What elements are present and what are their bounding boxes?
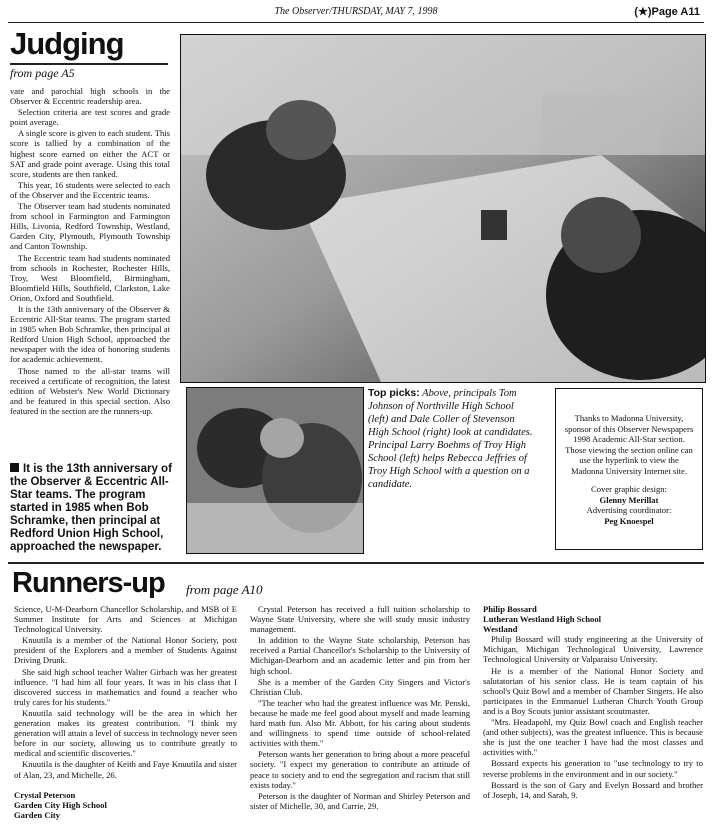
runners-paragraph: She is a member of the Garden City Singers and Victor's Christian Club. <box>250 676 470 697</box>
runners-col-3 <box>483 604 703 801</box>
runners-paragraph: Knuutila is a member of the National Honor Society, post president of the Explorers and a member of Students Against Driving Drunk. <box>14 635 237 666</box>
runners-paragraph: Bossard is the son of Gary and Evelyn Bossard and brother of Joseph, 14, and Sarah, 9. <box>483 779 703 800</box>
runners-paragraph: Crystal Peterson has received a full tuition scholarship to Wayne State University, where she will study music industry management. <box>250 604 470 635</box>
pull-quote-text: It is the 13th anniversary of the Observer & Eccentric All-Star teams. The program started in 1985 when Bob Schramke, then principal at Redford Union High School, approached the newspaper. <box>10 463 172 553</box>
section-divider <box>8 562 704 564</box>
design-name: Glenny Merillat <box>599 494 659 505</box>
judging-paragraph: vate and parochial high schools in the Observer & Eccentric readership area. <box>10 86 170 107</box>
student-name: Philip Bossard <box>483 604 537 614</box>
photo-caption <box>368 387 536 491</box>
runners-jump-line: from page A10 <box>186 582 263 597</box>
runners-paragraph: "Mrs. Headapohl, my Quiz Bowl coach and English teacher (and other subjects), was the greatest influence. This is because she is just the one teacher I have had the most classes and activities with." <box>483 717 703 758</box>
principals-photo <box>180 34 706 383</box>
runners-paragraph: Peterson wants her generation to bring about a more peaceful society. "I expect my generation to contribute an attitude of peace to society and to end the segregation and racism that still exists today." <box>250 749 470 790</box>
runners-paragraph: Knuutila is the daughter of Keith and Faye Knuutila and sister of Alan, 23, and Michelle, 26. <box>14 759 237 780</box>
judging-headline: Judging <box>10 26 124 61</box>
caption-lead: Top picks: <box>368 387 420 399</box>
runners-paragraph: Knuutila said technology will be the area in which her generation makes its greatest contribution. "I think my generation will attain a level of success in technology never seen before in our society, allowing us to contribute greatly to medical and scientific discoveries." <box>14 707 237 759</box>
design-label: Cover graphic design: <box>591 484 667 494</box>
judging-rule <box>10 63 168 65</box>
judging-paragraph: This year, 16 students were selected to each of the Observer and the Eccentric teams. <box>10 179 170 200</box>
masthead-rule <box>8 22 704 23</box>
runners-col-1 <box>14 604 237 820</box>
runners-paragraph: Philip Bossard will study engineering at the University of Michigan, Michigan Technological University, Lawrence Technological University or Valparaiso University. <box>483 634 703 665</box>
principals-photo-image <box>181 35 705 382</box>
pull-quote <box>10 463 172 554</box>
judging-paragraph: Those named to the all-star teams will received a certificate of recognition, the latest edition of Webster's New World Dictionary and be featured in this special section. Also featured in the section are the runners-up. <box>10 365 170 416</box>
student-name: Crystal Peterson <box>14 789 76 800</box>
student-city: Garden City <box>14 809 61 820</box>
helper-photo <box>186 387 364 554</box>
judging-jump-line: from page A5 <box>10 66 75 80</box>
judging-paragraph: The Observer team had students nominated from school in Farmington and Farmington Hills, Livonia, Redford Township, Westland, Garden City, Plymouth, Plymouth Township and Canton Township. <box>10 201 170 252</box>
student-school: Garden City High School <box>14 799 107 810</box>
student-city: Westland <box>483 624 518 635</box>
judging-paragraph: Selection criteria are test scores and grade point average. <box>10 107 170 128</box>
helper-photo-image <box>187 388 363 553</box>
page-number: (★)Page A11 <box>634 6 700 18</box>
bullet-square-icon <box>10 463 19 472</box>
runners-paragraph: Science, U-M-Dearborn Chancellor Scholarship, and MSB of E Summer Institute for Arts and Sciences at Michigan Technological University. <box>14 604 237 635</box>
runners-headline: Runners-up <box>12 567 165 599</box>
judging-article <box>10 86 170 417</box>
runners-col-2 <box>250 604 470 812</box>
runners-paragraph: He is a member of the National Honor Society and salutatorian of his senior class. He is team captain of his school's Quiz Bowl and a member of Chamber Singers. He also participates in the Emmanuel Lutheran Church Youth Group and is a Boy Scouts junior assistant scoutmaster. <box>483 665 703 716</box>
credits-box <box>555 388 703 550</box>
judging-paragraph: A single score is given to each student. This score is tallied by a combination of the highest score earned on either the ACT or SAT and grade point average. Using this total score, students are then ranked. <box>10 128 170 179</box>
caption-text: Above, principals Tom Johnson of Northville High School (left) and Dale Coller of Stevenson High School (right) look at candidates. Principal Larry Boehms of Troy High School (left) helps Rebecca Jeffries of Troy High School with a question on a candidate. <box>368 388 533 490</box>
coord-label: Advertising coordinator: <box>586 505 672 515</box>
student-school: Lutheran Westland High School <box>483 614 602 625</box>
coord-name: Peg Knoespel <box>604 515 654 526</box>
judging-paragraph: It is the 13th anniversary of the Observer & Eccentric All-Star teams. The program started in 1985 when Bob Schramke, then principal at Redford Union High School, approached the newspaper with the idea of honoring students for academic achievement. <box>10 303 170 365</box>
runners-paragraph: She said high school teacher Walter Girbach was her greatest influence. "I had him all four years. It was in his class that I discovered success in mathematics and found a teacher who truly cares for his students." <box>14 666 237 707</box>
credits-thanks: Thanks to Madonna University, sponsor of this Observer Newspapers 1998 Academic All-Star section. Those viewing the section online can use the hyperlink to view the Madonna University Internet site. <box>564 413 694 476</box>
judging-paragraph: The Eccentric team had students nominated from schools in Rochester, Rochester Hills, Troy, West Bloomfield, Birmingham, Bloomfield Hills, Southfield, Clarkston, Lake Orion, Oxford and Southfield. <box>10 252 170 303</box>
masthead-date: The Observer/THURSDAY, MAY 7, 1998 <box>274 6 438 17</box>
runners-paragraph: "The teacher who had the greatest influence was Mr. Penski, because he made me feel good about myself and made learning hard math fun. Also Mr. Abbott, for his caring about students and willingness to spend time outside of school-related activities with them." <box>250 697 470 749</box>
runners-paragraph: Bossard expects his generation to "use technology to try to reverse problems in the environment and in our society." <box>483 758 703 779</box>
runners-paragraph: In addition to the Wayne State scholarship, Peterson has received a Partial Chancellor's Scholarship to the University of Michigan-Dearborn and an academic letter and pin from her high school. <box>250 635 470 676</box>
runners-paragraph: Peterson is the daughter of Norman and Shirley Peterson and sister of Michelle, 30, and Carrie, 29. <box>250 790 470 811</box>
